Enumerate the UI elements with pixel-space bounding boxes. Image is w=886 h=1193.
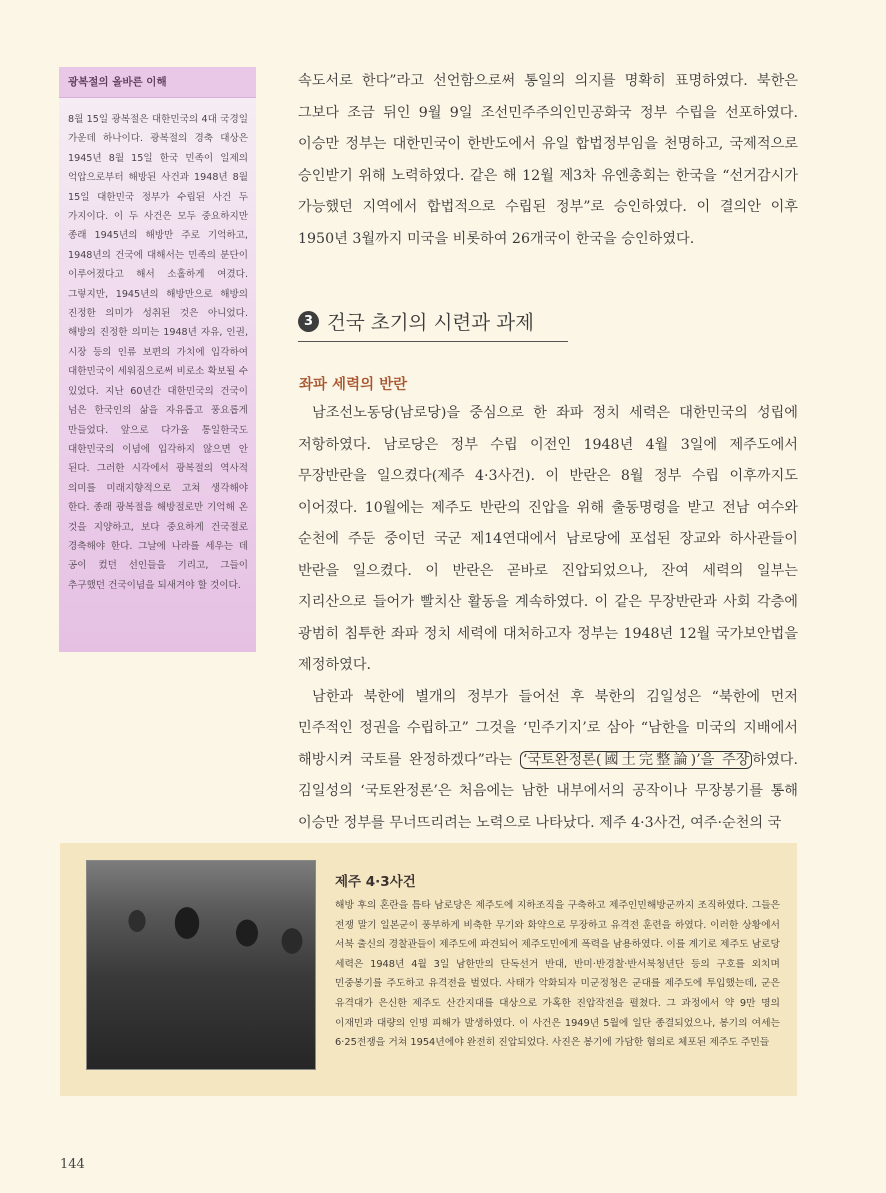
paragraph-top: 속도서로 한다”라고 선언함으로써 통일의 의지를 명확히 표명하였다. 북한은 그보다 조금 뒤인 9월 9일 조선민주주의인민공화국 정부 수립을 선포하였다. 이승만 정부는 대한민국이 한반도에서 유일 합법정부임을 천명하고, 국제적으로 승인받기 위해 노력하였다. 같은 해 12월 제3차 유엔총회는 한국을 “선거감시가 가능했던 지역에서 합법적으로 수립된 정부”로 승인하였다. 이 결의안 이후 1950년 3월까지 미국을 비롯하여 26개국이 한국을 승인하였다. <box>298 73 798 247</box>
sidebar-note <box>59 67 256 652</box>
section-number-badge: 3 <box>298 311 319 332</box>
section-title: 건국 초기의 시련과 과제 <box>327 311 534 334</box>
highlighted-phrase: ‘국토완정론(國土完整論)’을 주장 <box>520 751 753 769</box>
main-text-top <box>298 66 798 255</box>
sidebar-text: 8월 15일 광복절은 대한민국의 4대 국경일 가운데 하나이다. 광복절의 경축 대상은 1945년 8월 15일 한국 민족이 일제의 억압으로부터 해방된 사건과 1948년 8월 15일 대한민국 정부가 수립된 사건 두 가지이다. 이 두 사건은 모두 중요하지만 종래 1945년의 해방만 주로 기억하고, 1948년의 건국에 대해서는 민족의 분단이 이루어졌다고 해서 소홀하게 여겼다. 그렇지만, 1945년의 해방만으로 해방의 진정한 의미가 성취된 것은 아니었다. 해방의 진정한 의미는 1948년 자유, 인권, 시장 등의 인류 보편의 가치에 입각하여 대한민국이 세워짐으로써 비로소 확보될 수 있었다. 지난 60년간 대한민국의 건국이 넘은 한국인의 삶을 자유롭고 풍요롭게 만들었다. 앞으로 다가올 통일한국도 대한민국의 이념에 입각하지 않으면 안 된다. 그러한 시각에서 광복절의 역사적 의미를 미래지향적으로 고쳐 생각해야 한다. 종래 광복절을 해방절로만 기억해 온 것을 지양하고, 보다 중요하게 건국절로 경축해야 한다. 그날에 나라를 세우는 데 공이 컸던 선인들을 기리고, 그들이 추구했던 건국이념을 되새겨야 할 것이다. <box>68 114 248 591</box>
info-box <box>60 843 797 1096</box>
paragraph-2-end: 하였다. 김일성의 ‘국토완정론’은 처음에는 남한 내부에서의 공작이나 무장봉기를 통해 이승만 정부를 무너뜨리려는 노력으로 나타났다. 제주 4·3사건, 여주·순천의 국 <box>298 751 798 831</box>
main-text-body <box>298 398 798 839</box>
historical-photo <box>86 860 316 1070</box>
section-heading <box>298 307 568 342</box>
info-box-title: 제주 4·3사건 <box>335 874 416 890</box>
paragraph-1: 남조선노동당(남로당)을 중심으로 한 좌파 정치 세력은 대한민국의 성립에 저항하였다. 남로당은 정부 수립 이전인 1948년 4월 3일에 제주도에서 무장반란을 일으켰다(제주 4·3사건). 이 반란은 8월 정부 수립 이후까지도 이어졌다. 10월에는 제주도 반란의 진압을 위해 출동명령을 받고 전남 여수와 순천에 주둔 중이던 국군 제14연대에서 남로당에 포섭된 장교와 하사관들이 반란을 일으켰다. 이 반란은 곧바로 진압되었으나, 잔여 세력의 일부는 지리산으로 들어가 빨치산 활동을 계속하였다. 이 같은 무장반란과 사회 각층에 광범히 침투한 좌파 정치 세력에 대처하고자 정부는 1948년 12월 국가보안법을 제정하였다. <box>298 405 798 673</box>
page-number: 144 <box>60 1157 85 1172</box>
paragraph-2 <box>298 682 798 840</box>
info-box-text: 해방 후의 혼란을 틈타 남로당은 제주도에 지하조직을 구축하고 제주인민해방군까지 조직하였다. 그들은 전쟁 말기 일본군이 풍부하게 비축한 무기와 화약으로 무장하고 유격전 훈련을 하였다. 이러한 상황에서 서북 출신의 경찰관들이 제주도에 파견되어 제주도민에게 폭력을 남용하였다. 이를 계기로 제주도 남로당 세력은 1948년 4월 3일 남한만의 단독선거 반대, 반미·반경찰·반서북청년단 등의 구호를 외치며 민중봉기를 주도하고 유격전을 벌였다. 사태가 악화되자 미군정청은 군대를 제주도에 투입했는데, 군은 유격대가 은신한 제주도 산간지대를 대상으로 가혹한 진압작전을 펼쳤다. 그 과정에서 약 9만 명의 이재민과 대량의 인명 피해가 발생하였다. 이 사건은 1949년 5월에 일단 종결되었으나, 봉기의 여세는 6·25전쟁을 거쳐 1954년에야 완전히 진압되었다. 사진은 봉기에 가담한 혐의로 체포된 제주도 주민들 <box>335 900 780 1049</box>
paragraph-2-start: 남한과 북한에 별개의 정부가 들어선 후 북한의 김일성은 “북한에 먼저 민주적인 정권을 수립하고” 그것을 ‘민주기지’로 삼아 “남한을 미국의 지배에서 해방시켜 국토를 완정하겠다”라는 <box>298 688 798 768</box>
subheading: 좌파 세력의 반란 <box>299 377 408 393</box>
sidebar-title: 광복절의 올바른 이해 <box>59 67 256 98</box>
